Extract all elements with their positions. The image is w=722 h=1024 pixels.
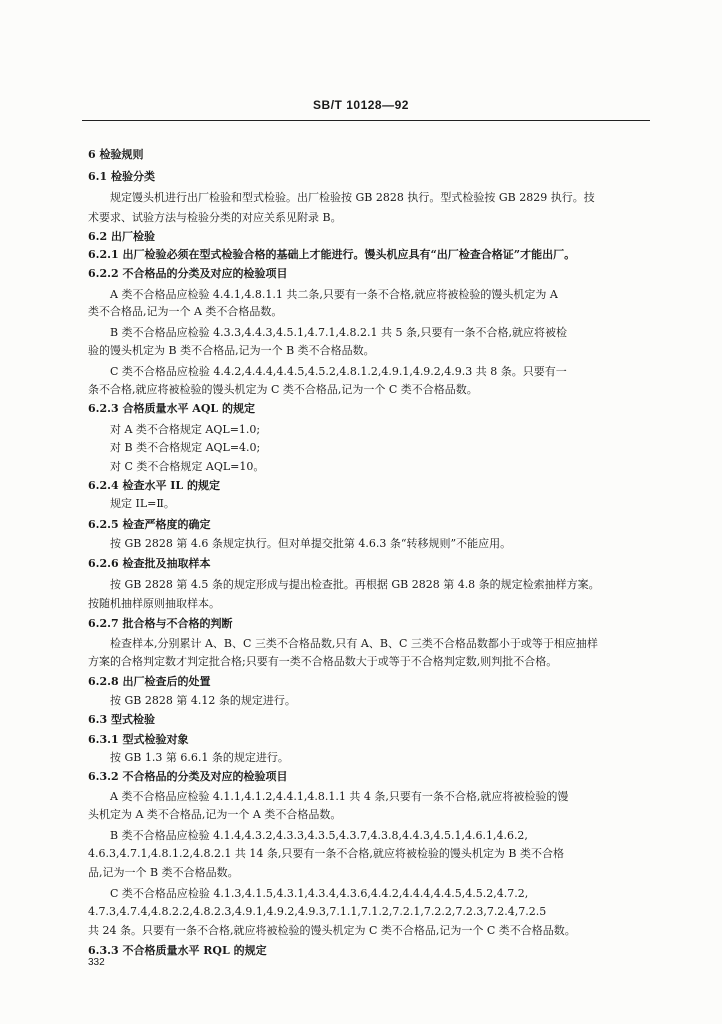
section-heading: 6.2.8 出厂检查后的处置 [88, 675, 211, 688]
section-heading: 6.3 型式检验 [88, 713, 155, 726]
text-line: C 类不合格品应检验 4.1.3,4.1.5,4.3.1,4.3.4,4.3.6,4.4.2,4.4.4,4.4.5,4.5.2,4.7.2, [110, 887, 529, 900]
section-heading: 6.2.2 不合格品的分类及对应的检验项目 [88, 267, 288, 280]
text-line: 对 B 类不合格规定 AQL=4.0; [110, 441, 261, 454]
text-line: 按 GB 1.3 第 6.6.1 条的规定进行。 [110, 751, 289, 764]
section-heading: 6.3.1 型式检验对象 [88, 733, 189, 746]
section-heading: 6.2.1 出厂检验必须在型式检验合格的基础上才能进行。馒头机应具有“出厂检查合格证”才能出厂。 [88, 248, 576, 261]
section-heading: 6.2 出厂检验 [88, 230, 155, 243]
text-line: 条不合格,就应将被检验的馒头机定为 C 类不合格品,记为一个 C 类不合格品数。 [88, 383, 478, 396]
text-line: 头机定为 A 类不合格品,记为一个 A 类不合格品数。 [88, 808, 342, 821]
section-heading: 6 检验规则 [88, 148, 144, 161]
text-line: 按 GB 2828 第 4.6 条规定执行。但对单提交批第 4.6.3 条“转移规则”不能应用。 [110, 537, 512, 550]
text-line: 验的馒头机定为 B 类不合格品,记为一个 B 类不合格品数。 [88, 344, 375, 357]
text-line: 按随机抽样原则抽取样本。 [88, 597, 220, 610]
text-line: 品,记为一个 B 类不合格品数。 [88, 866, 239, 879]
page-header-code: SB/T 10128—92 [313, 98, 409, 112]
text-line: 检查样本,分别累计 A、B、C 三类不合格品数,只有 A、B、C 三类不合格品数都小于或等于相应抽样 [110, 637, 598, 650]
text-line: A 类不合格品应检验 4.1.1,4.1.2,4.4.1,4.8.1.1 共 4 条,只要有一条不合格,就应将被检验的馒 [110, 790, 569, 803]
text-line: C 类不合格品应检验 4.4.2,4.4.4,4.4.5,4.5.2,4.8.1.2,4.9.1,4.9.2,4.9.3 共 8 条。只要有一 [110, 365, 567, 378]
text-line: 类不合格品,记为一个 A 类不合格品数。 [88, 305, 283, 318]
text-line: 规定 IL=Ⅱ。 [110, 497, 175, 510]
section-heading: 6.2.7 批合格与不合格的判断 [88, 617, 233, 630]
text-line: A 类不合格品应检验 4.4.1,4.8.1.1 共二条,只要有一条不合格,就应将被检验的馒头机定为 A [110, 288, 558, 301]
section-heading: 6.1 检验分类 [88, 170, 155, 183]
text-line: 4.6.3,4.7.1,4.8.1.2,4.8.2.1 共 14 条,只要有一条不合格,就应将被检验的馒头机定为 B 类不合格 [88, 847, 564, 860]
section-heading: 6.2.3 合格质量水平 AQL 的规定 [88, 402, 255, 415]
text-line: B 类不合格品应检验 4.1.4,4.3.2,4.3.3,4.3.5,4.3.7,4.3.8,4.4.3,4.5.1,4.6.1,4.6.2, [110, 829, 528, 842]
section-heading: 6.2.5 检查严格度的确定 [88, 518, 211, 531]
text-line: 规定馒头机进行出厂检验和型式检验。出厂检验按 GB 2828 执行。型式检验按 GB 2829 执行。技 [110, 191, 595, 204]
section-heading: 6.3.3 不合格质量水平 RQL 的规定 [88, 944, 267, 957]
text-line: 共 24 条。只要有一条不合格,就应将被检验的馒头机定为 C 类不合格品,记为一个 C 类不合格品数。 [88, 924, 576, 937]
section-heading: 6.2.4 检查水平 IL 的规定 [88, 479, 220, 492]
section-heading: 6.2.6 检查批及抽取样本 [88, 557, 211, 570]
text-line: 4.7.3,4.7.4,4.8.2.2,4.8.2.3,4.9.1,4.9.2,4.9.3,7.1.1,7.1.2,7.2.1,7.2.2,7.2.3,7.2.4,7.2.5 [88, 905, 547, 918]
text-line: 方案的合格判定数才判定批合格;只要有一类不合格品数大于或等于不合格判定数,则判批不合格。 [88, 655, 558, 668]
text-line: 按 GB 2828 第 4.5 条的规定形成与提出检查批。再根据 GB 2828 第 4.8 条的规定检索抽样方案。 [110, 578, 600, 591]
text-line: 术要求、试验方法与检验分类的对应关系见附录 B。 [88, 211, 342, 224]
text-line: 对 C 类不合格规定 AQL=10。 [110, 460, 265, 473]
text-line: B 类不合格品应检验 4.3.3,4.4.3,4.5.1,4.7.1,4.8.2.1 共 5 条,只要有一条不合格,就应将被检 [110, 326, 567, 339]
header-rule [82, 120, 650, 121]
text-line: 对 A 类不合格规定 AQL=1.0; [110, 423, 261, 436]
page-number: 332 [88, 957, 105, 968]
text-line: 按 GB 2828 第 4.12 条的规定进行。 [110, 694, 296, 707]
section-heading: 6.3.2 不合格品的分类及对应的检验项目 [88, 770, 288, 783]
